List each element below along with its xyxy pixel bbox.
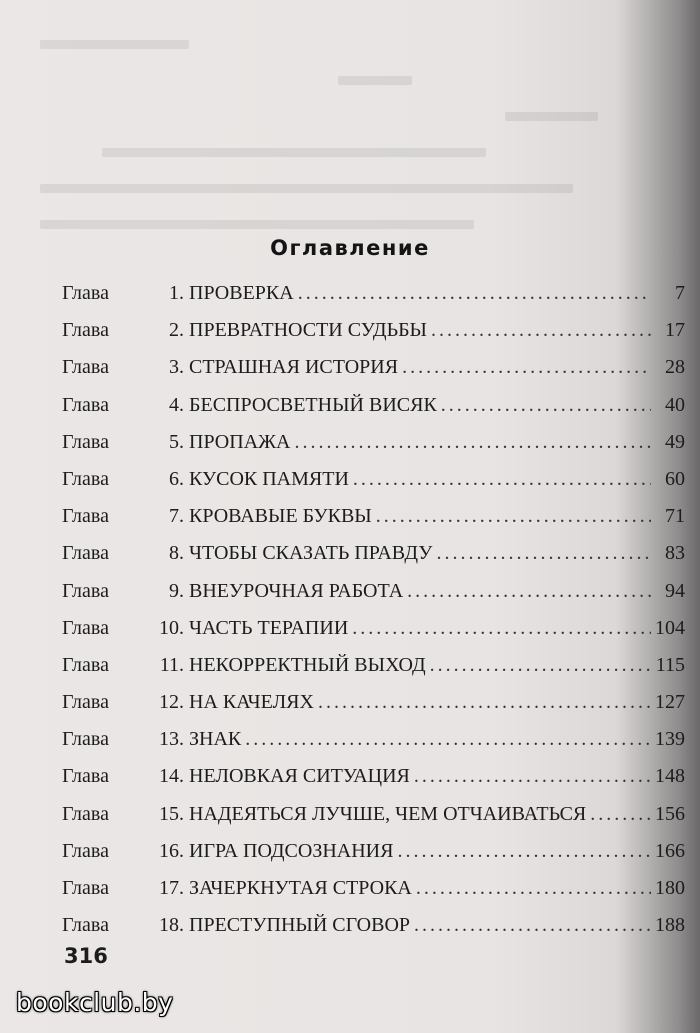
dot-leader: [407, 580, 651, 603]
dot-leader: [353, 468, 651, 491]
chapter-title: НЕКОРРЕКТНЫЙ ВЫХОД: [189, 653, 426, 676]
toc-entry[interactable]: [62, 282, 685, 319]
chapter-title: ЗАЧЕРКНУТАЯ СТРОКА: [189, 877, 412, 899]
chapter-word: Глава: [62, 765, 109, 788]
page-number: 17: [665, 319, 685, 342]
page-number: 28: [665, 356, 685, 379]
toc-entry[interactable]: [62, 431, 685, 468]
chapter-number: 15.: [159, 802, 184, 825]
toc-entry[interactable]: [62, 877, 685, 914]
toc-entry[interactable]: [62, 468, 685, 505]
dot-leader: [430, 654, 651, 677]
toc-entry[interactable]: [62, 654, 685, 691]
chapter-title: ПРЕВРАТНОСТИ СУДЬБЫ: [189, 319, 427, 342]
chapter-title: ЧАСТЬ ТЕРАПИИ: [189, 616, 349, 639]
page-number: 104: [655, 616, 685, 639]
chapter-number: 3.: [169, 356, 184, 379]
toc-entry[interactable]: [62, 691, 685, 728]
chapter-word: Глава: [62, 579, 109, 602]
dot-leader: [402, 356, 651, 379]
dot-leader: [590, 803, 651, 826]
page-number: 188: [655, 914, 685, 937]
dot-leader: [431, 319, 651, 342]
toc-entry[interactable]: [62, 319, 685, 356]
chapter-number: 1.: [169, 282, 184, 304]
page-number: 127: [655, 691, 685, 714]
chapter-number: 9.: [169, 579, 184, 602]
chapter-number: 6.: [169, 467, 184, 490]
page-number: 60: [665, 467, 685, 490]
chapter-title: ПРОПАЖА: [189, 430, 291, 453]
chapter-title: ИГРА ПОДСОЗНАНИЯ: [189, 839, 394, 862]
chapter-word: Глава: [62, 914, 109, 937]
toc-entry[interactable]: [62, 840, 685, 877]
chapter-title: ЗНАК: [189, 728, 242, 751]
dot-leader: [245, 728, 651, 751]
chapter-number: 4.: [169, 393, 184, 416]
chapter-title: КУСОК ПАМЯТИ: [189, 467, 349, 490]
page-number: 148: [655, 765, 685, 788]
page-folio: 316: [64, 944, 108, 968]
chapter-title: КРОВАВЫЕ БУКВЫ: [189, 505, 372, 528]
chapter-title: СТРАШНАЯ ИСТОРИЯ: [189, 356, 399, 379]
chapter-title: ПРОВЕРКА: [189, 282, 294, 304]
toc-entry[interactable]: [62, 580, 685, 617]
page-number: 49: [665, 430, 685, 453]
page-number: 94: [665, 579, 685, 602]
toc-entry[interactable]: [62, 765, 685, 802]
dot-leader: [397, 840, 651, 863]
chapter-number: 14.: [159, 765, 184, 788]
chapter-title: НАДЕЯТЬСЯ ЛУЧШЕ, ЧЕМ ОТЧАИВАТЬСЯ: [189, 802, 587, 825]
chapter-word: Глава: [62, 877, 109, 899]
chapter-word: Глава: [62, 319, 109, 342]
toc-heading: Оглавление: [270, 236, 430, 260]
chapter-word: Глава: [62, 691, 109, 714]
dot-leader: [414, 765, 651, 788]
dot-leader: [298, 282, 651, 305]
dot-leader: [441, 394, 651, 417]
table-of-contents: [62, 282, 685, 951]
chapter-number: 7.: [169, 505, 184, 528]
chapter-word: Глава: [62, 728, 109, 751]
chapter-number: 10.: [159, 616, 184, 639]
chapter-word: Глава: [62, 802, 109, 825]
chapter-word: Глава: [62, 393, 109, 416]
chapter-number: 16.: [159, 839, 184, 862]
dot-leader: [352, 617, 651, 640]
chapter-title: БЕСПРОСВЕТНЫЙ ВИСЯК: [189, 393, 437, 416]
toc-entry[interactable]: [62, 394, 685, 431]
toc-entry[interactable]: [62, 914, 685, 951]
dot-leader: [414, 914, 651, 937]
chapter-word: Глава: [62, 616, 109, 639]
chapter-word: Глава: [62, 467, 109, 490]
chapter-number: 5.: [169, 430, 184, 453]
toc-entry[interactable]: [62, 617, 685, 654]
dot-leader: [318, 691, 651, 714]
page-number: 156: [655, 802, 685, 825]
page-number: 71: [665, 505, 685, 528]
dot-leader: [376, 505, 651, 528]
chapter-number: 12.: [159, 691, 184, 714]
page-number: 180: [655, 877, 685, 899]
watermark-logo: bookclub.by: [16, 988, 174, 1017]
chapter-title: ПРЕСТУПНЫЙ СГОВОР: [189, 914, 411, 937]
toc-entry[interactable]: [62, 542, 685, 579]
chapter-word: Глава: [62, 505, 109, 528]
chapter-number: 18.: [159, 914, 184, 937]
chapter-number: 17.: [159, 877, 184, 899]
toc-entry[interactable]: [62, 356, 685, 393]
chapter-word: Глава: [62, 430, 109, 453]
chapter-word: Глава: [62, 282, 109, 304]
chapter-number: 2.: [169, 319, 184, 342]
chapter-number: 13.: [159, 728, 184, 751]
page-number: 115: [655, 653, 685, 676]
dot-leader: [436, 542, 651, 565]
page-number: 40: [665, 393, 685, 416]
page-number: 83: [665, 542, 685, 565]
toc-entry[interactable]: [62, 728, 685, 765]
chapter-number: 11.: [159, 653, 184, 676]
chapter-word: Глава: [62, 356, 109, 379]
chapter-word: Глава: [62, 653, 109, 676]
chapter-title: ЧТОБЫ СКАЗАТЬ ПРАВДУ: [189, 542, 433, 565]
dot-leader: [416, 877, 651, 900]
page-number: 166: [655, 839, 685, 862]
chapter-word: Глава: [62, 542, 109, 565]
chapter-number: 8.: [169, 542, 184, 565]
chapter-title: НА КАЧЕЛЯХ: [189, 691, 314, 714]
page-number: 139: [655, 728, 685, 751]
dot-leader: [295, 431, 651, 454]
toc-entry[interactable]: [62, 505, 685, 542]
page-number: 7: [675, 282, 685, 304]
chapter-title: ВНЕУРОЧНАЯ РАБОТА: [189, 579, 404, 602]
chapter-title: НЕЛОВКАЯ СИТУАЦИЯ: [189, 765, 410, 788]
toc-entry[interactable]: [62, 803, 685, 840]
chapter-word: Глава: [62, 839, 109, 862]
